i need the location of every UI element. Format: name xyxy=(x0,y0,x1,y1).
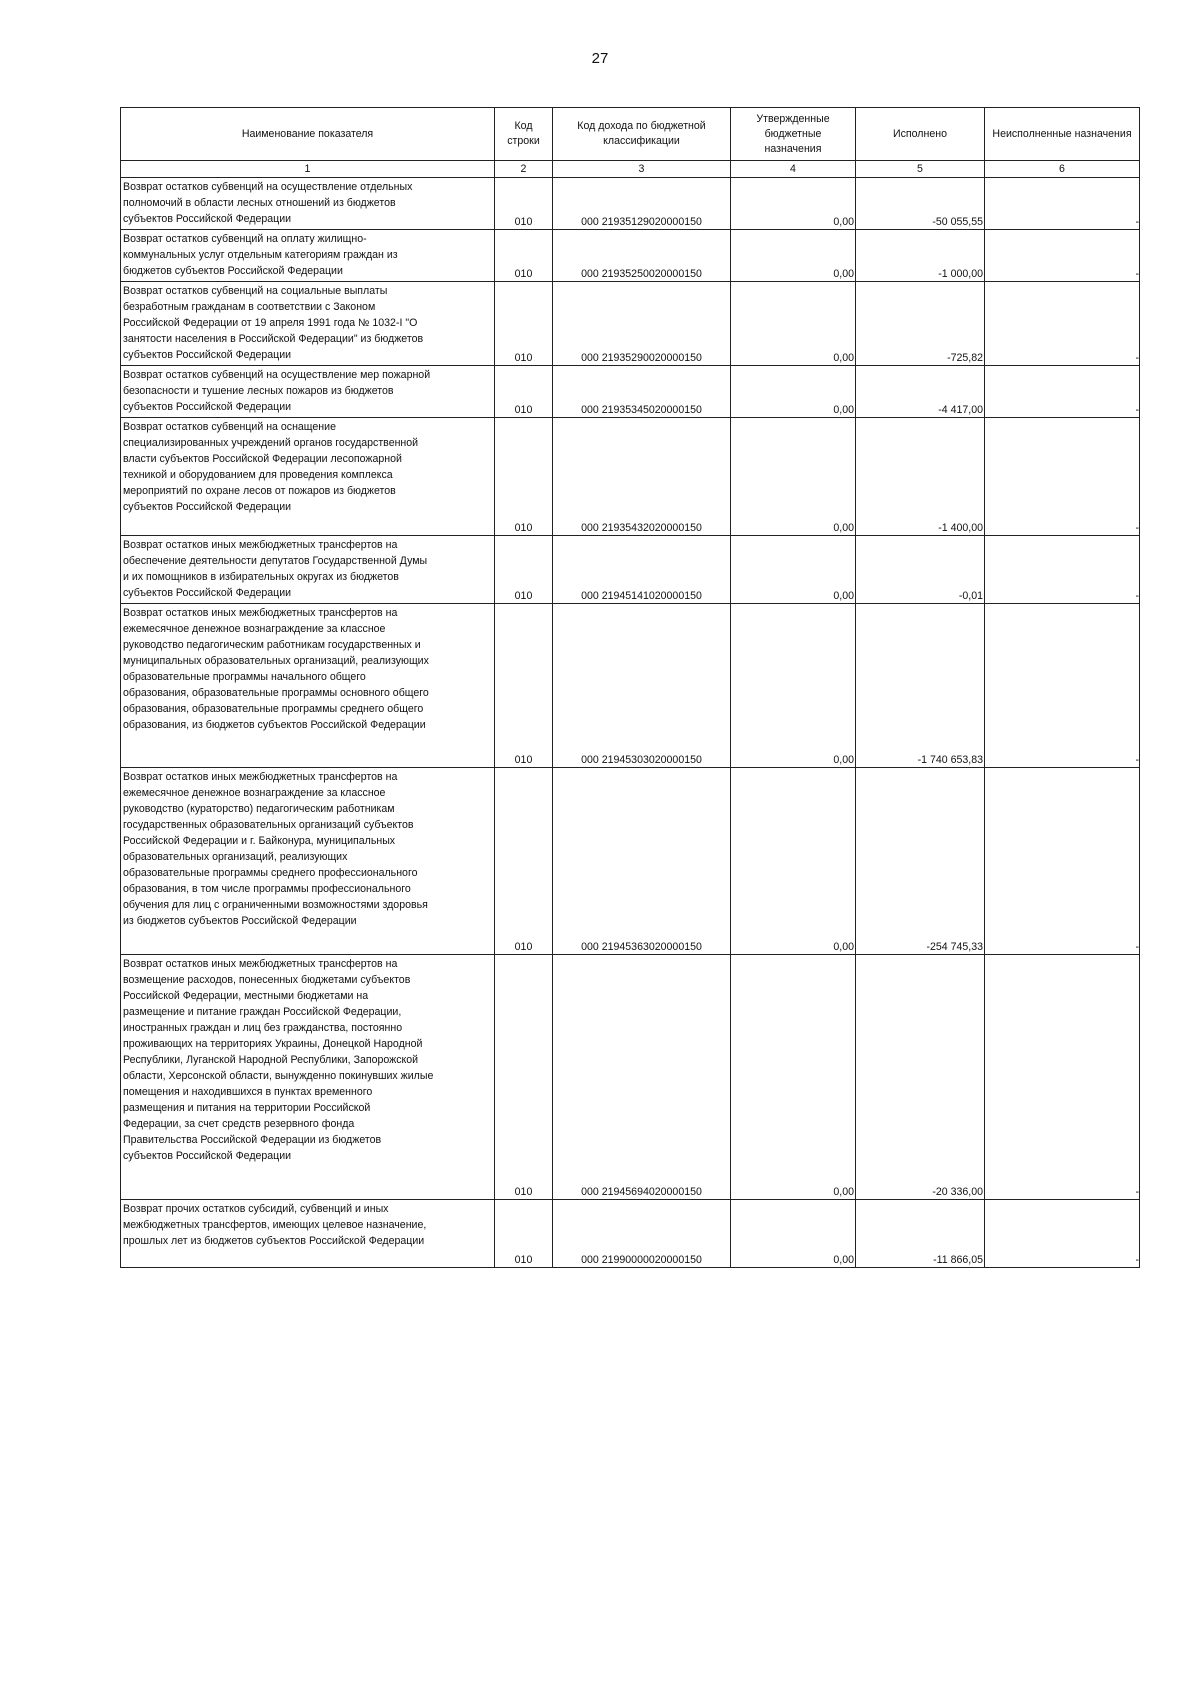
executed-amount: -725,82 xyxy=(856,282,985,366)
unexecuted-amount: - xyxy=(985,366,1140,418)
line-code: 010 xyxy=(495,418,553,536)
indicator-name: Возврат остатков субвенций на осуществление мер пожарной безопасности и тушение лесных пожаров из бюджетов субъектов Российской Федерации xyxy=(121,366,495,418)
executed-amount: -0,01 xyxy=(856,536,985,604)
unexecuted-amount: - xyxy=(985,955,1140,1200)
indicator-name: Возврат остатков субвенций на оснащение специализированных учреждений органов государственной власти субъектов Российской Федерации лесопожарной техникой и оборудованием для проведения комплекса мероприятий по охране лесов от пожаров из бюджетов субъектов Российской Федерации xyxy=(121,418,495,536)
table-row xyxy=(121,1200,1140,1268)
table-row xyxy=(121,230,1140,282)
approved-amount: 0,00 xyxy=(731,230,856,282)
header-unexecuted: Неисполненные назначения xyxy=(985,108,1140,161)
executed-amount: -4 417,00 xyxy=(856,366,985,418)
line-code: 010 xyxy=(495,178,553,230)
line-code: 010 xyxy=(495,366,553,418)
table-row xyxy=(121,604,1140,768)
header-approved: Утвержденные бюджетные назначения xyxy=(731,108,856,161)
table-row xyxy=(121,418,1140,536)
approved-amount: 0,00 xyxy=(731,536,856,604)
page-number: 27 xyxy=(591,50,609,67)
line-code: 010 xyxy=(495,230,553,282)
line-code: 010 xyxy=(495,768,553,955)
indicator-name: Возврат остатков субвенций на социальные выплаты безработным гражданам в соответствии с Законом Российской Федерации от 19 апреля 1991 года № 1032-I "О занятости населения в Российской Федерации" из бюджетов субъектов Российской Федерации xyxy=(121,282,495,366)
column-number: 1 xyxy=(121,161,495,178)
header-executed: Исполнено xyxy=(856,108,985,161)
header-indicator-name: Наименование показателя xyxy=(121,108,495,161)
header-income-code: Код дохода по бюджетной классификации xyxy=(553,108,731,161)
line-code: 010 xyxy=(495,282,553,366)
executed-amount: -11 866,05 xyxy=(856,1200,985,1268)
unexecuted-amount: - xyxy=(985,1200,1140,1268)
unexecuted-amount: - xyxy=(985,604,1140,768)
header-line-code: Код строки xyxy=(495,108,553,161)
indicator-name: Возврат прочих остатков субсидий, субвенций и иных межбюджетных трансфертов, имеющих целевое назначение, прошлых лет из бюджетов субъектов Российской Федерации xyxy=(121,1200,495,1268)
column-number: 3 xyxy=(553,161,731,178)
income-code: 000 21935432020000150 xyxy=(553,418,731,536)
budget-report-table xyxy=(120,107,1140,1268)
income-code: 000 21935129020000150 xyxy=(553,178,731,230)
approved-amount: 0,00 xyxy=(731,418,856,536)
income-code: 000 21945141020000150 xyxy=(553,536,731,604)
table-header-row xyxy=(121,108,1140,161)
indicator-name: Возврат остатков субвенций на оплату жилищно- коммунальных услуг отдельным категориям граждан из бюджетов субъектов Российской Федерации xyxy=(121,230,495,282)
column-number: 5 xyxy=(856,161,985,178)
unexecuted-amount: - xyxy=(985,178,1140,230)
table-row xyxy=(121,282,1140,366)
income-code: 000 21945303020000150 xyxy=(553,604,731,768)
income-code: 000 21935345020000150 xyxy=(553,366,731,418)
line-code: 010 xyxy=(495,604,553,768)
indicator-name: Возврат остатков иных межбюджетных трансфертов на возмещение расходов, понесенных бюджетами субъектов Российской Федерации, местными бюджетами на размещение и питание граждан Российской Федерации, иностранных граждан и лиц без гражданства, постоянно проживающих на территориях Украины, Донецкой Народной Республики, Луганской Народной Республики, Запорожской области, Херсонской области, вынужденно покинувших жилые помещения и находившихся в пунктах временного размещения и питания на территории Российской Федерации, за счет средств резервного фонда Правительства Российской Федерации из бюджетов субъектов Российской Федерации xyxy=(121,955,495,1200)
unexecuted-amount: - xyxy=(985,230,1140,282)
table-row xyxy=(121,366,1140,418)
table-row xyxy=(121,178,1140,230)
indicator-name: Возврат остатков иных межбюджетных трансфертов на ежемесячное денежное вознаграждение за классное руководство (кураторство) педагогическим работникам государственных образовательных организаций субъектов Российской Федерации и г. Байконура, муниципальных образовательных организаций, реализующих образовательные программы среднего профессионального образования, в том числе программы профессионального обучения для лиц с ограниченными возможностями здоровья из бюджетов субъектов Российской Федерации xyxy=(121,768,495,955)
table-row xyxy=(121,536,1140,604)
line-code: 010 xyxy=(495,536,553,604)
indicator-name: Возврат остатков субвенций на осуществление отдельных полномочий в области лесных отношений из бюджетов субъектов Российской Федерации xyxy=(121,178,495,230)
income-code: 000 21935250020000150 xyxy=(553,230,731,282)
column-number: 2 xyxy=(495,161,553,178)
approved-amount: 0,00 xyxy=(731,1200,856,1268)
line-code: 010 xyxy=(495,955,553,1200)
income-code: 000 21945694020000150 xyxy=(553,955,731,1200)
executed-amount: -254 745,33 xyxy=(856,768,985,955)
line-code: 010 xyxy=(495,1200,553,1268)
approved-amount: 0,00 xyxy=(731,768,856,955)
income-code: 000 21935290020000150 xyxy=(553,282,731,366)
indicator-name: Возврат остатков иных межбюджетных трансфертов на обеспечение деятельности депутатов Государственной Думы и их помощников в избирательных округах из бюджетов субъектов Российской Федерации xyxy=(121,536,495,604)
unexecuted-amount: - xyxy=(985,282,1140,366)
column-number-row xyxy=(121,161,1140,178)
income-code: 000 21990000020000150 xyxy=(553,1200,731,1268)
approved-amount: 0,00 xyxy=(731,366,856,418)
income-code: 000 21945363020000150 xyxy=(553,768,731,955)
executed-amount: -20 336,00 xyxy=(856,955,985,1200)
indicator-name: Возврат остатков иных межбюджетных трансфертов на ежемесячное денежное вознаграждение за классное руководство педагогическим работникам государственных и муниципальных образовательных организаций, реализующих образовательные программы начального общего образования, образовательные программы основного общего образования, образовательные программы среднего общего образования, из бюджетов субъектов Российской Федерации xyxy=(121,604,495,768)
unexecuted-amount: - xyxy=(985,768,1140,955)
approved-amount: 0,00 xyxy=(731,604,856,768)
approved-amount: 0,00 xyxy=(731,282,856,366)
unexecuted-amount: - xyxy=(985,418,1140,536)
table-row xyxy=(121,768,1140,955)
executed-amount: -1 740 653,83 xyxy=(856,604,985,768)
executed-amount: -50 055,55 xyxy=(856,178,985,230)
approved-amount: 0,00 xyxy=(731,955,856,1200)
approved-amount: 0,00 xyxy=(731,178,856,230)
column-number: 4 xyxy=(731,161,856,178)
table-row xyxy=(121,955,1140,1200)
unexecuted-amount: - xyxy=(985,536,1140,604)
executed-amount: -1 400,00 xyxy=(856,418,985,536)
column-number: 6 xyxy=(985,161,1140,178)
executed-amount: -1 000,00 xyxy=(856,230,985,282)
